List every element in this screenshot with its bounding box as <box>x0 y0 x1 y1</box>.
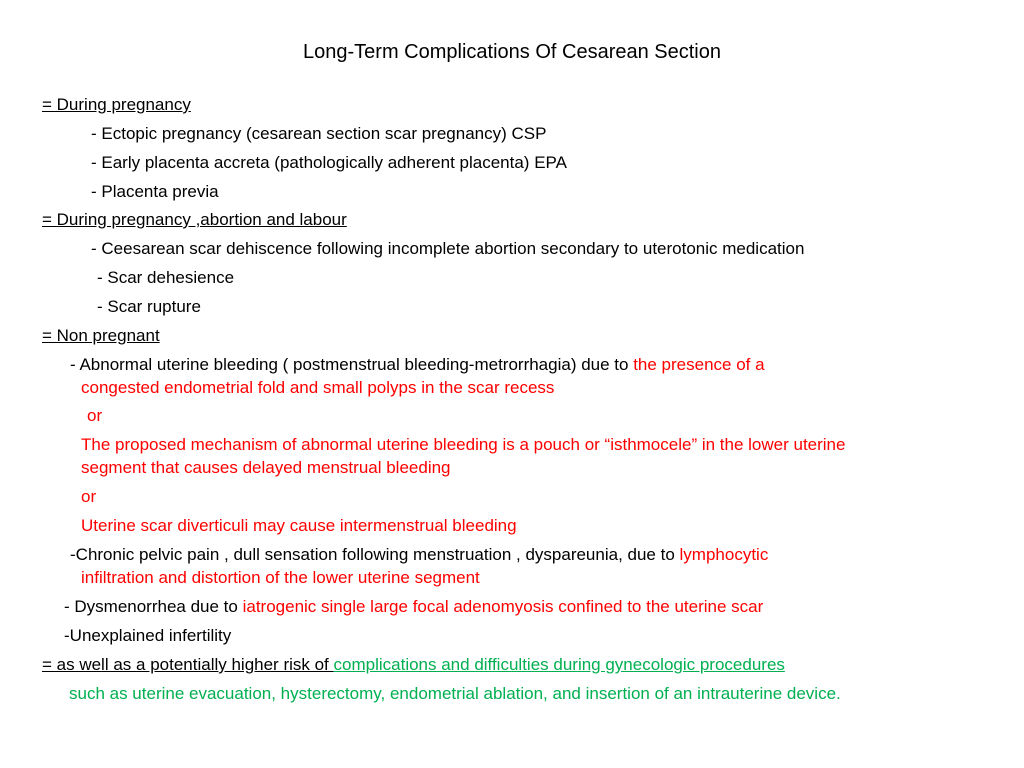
item-abnormal-bleeding <box>70 354 765 376</box>
heading-abortion-labour: = During pregnancy ,abortion and labour <box>42 210 347 229</box>
pelvic-pain-text: -Chronic pelvic pain , dull sensation following menstruation , dyspareunia, due to <box>70 545 680 564</box>
pelvic-pain-cause: lymphocytic <box>679 545 769 564</box>
or-connector-2: or <box>81 487 97 506</box>
abnormal-bleeding-cause-cont: congested endometrial fold and small polyps in the scar recess <box>81 378 555 397</box>
gynecologic-risk-text: = as well as a potentially higher risk of <box>42 655 334 674</box>
item-scar-rupture: - Scar rupture <box>97 297 201 316</box>
item-placenta-previa: - Placenta previa <box>91 182 219 201</box>
item-early-placenta-accreta: - Early placenta accreta (pathologically adherent placenta) EPA <box>91 153 567 172</box>
pelvic-pain-cause-cont: infiltration and distortion of the lower uterine segment <box>81 568 480 587</box>
dysmenorrhea-text: - Dysmenorrhea due to <box>64 597 243 616</box>
item-scar-dehiscence: - Ceesarean scar dehiscence following incomplete abortion secondary to uterotonic medication <box>91 239 805 258</box>
item-scar-dehesience: - Scar dehesience <box>97 268 235 287</box>
or-connector-1: or <box>87 406 103 425</box>
item-unexplained-infertility: -Unexplained infertility <box>64 626 232 645</box>
heading-non-pregnant: = Non pregnant <box>42 326 160 345</box>
mechanism-text: The proposed mechanism of abnormal uterine bleeding is a pouch or “isthmocele” in the lower uterine <box>81 435 846 454</box>
dysmenorrhea-cause: iatrogenic single large focal adenomyosis confined to the uterine scar <box>242 597 764 616</box>
gynecologic-risk-highlight: complications and difficulties during gynecologic procedures <box>333 655 785 674</box>
gynecologic-examples: such as uterine evacuation, hysterectomy, endometrial ablation, and insertion of an intrauterine device. <box>69 684 841 703</box>
item-chronic-pelvic-pain <box>70 544 768 566</box>
item-gynecologic-risk <box>42 654 785 676</box>
mechanism-text-cont: segment that causes delayed menstrual bleeding <box>81 458 451 477</box>
diverticuli-text: Uterine scar diverticuli may cause intermenstrual bleeding <box>81 516 517 535</box>
heading-during-pregnancy: = During pregnancy <box>42 95 191 114</box>
abnormal-bleeding-text: - Abnormal uterine bleeding ( postmenstrual bleeding-metrorrhagia) due to <box>70 355 634 374</box>
slide-title: Long-Term Complications Of Cesarean Section <box>303 41 721 63</box>
abnormal-bleeding-cause: the presence of a <box>633 355 765 374</box>
item-ectopic-pregnancy: - Ectopic pregnancy (cesarean section scar pregnancy) CSP <box>91 124 547 143</box>
item-dysmenorrhea <box>64 596 763 618</box>
